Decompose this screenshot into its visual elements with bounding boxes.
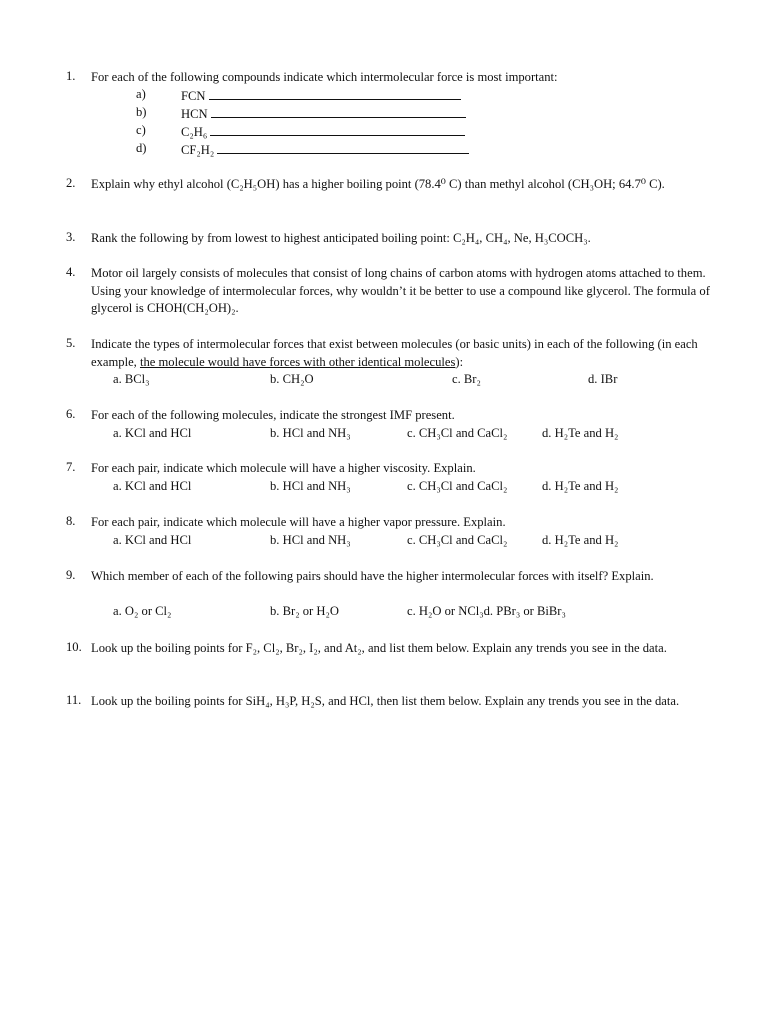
question-number: 4. — [66, 265, 76, 279]
option-c: c. CH₃Cl and CaCl₂ — [407, 479, 508, 493]
item-compound: FCN — [181, 87, 461, 104]
option-c: c. CH₃Cl and CaCl₂ — [407, 533, 508, 547]
question-number: 10. — [66, 640, 82, 654]
question-text: Which member of each of the following pairs should have the higher intermolecular forces with itself? Explain. — [91, 569, 654, 583]
question-text: Look up the boiling points for SiH₄, H₃P, H₂S, and HCl, then list them below. Explain any trends you see in the data. — [91, 694, 680, 708]
option-c: c. Br₂ — [452, 372, 481, 386]
option-d: d. H₂Te and H₂ — [542, 479, 619, 493]
option-c: c. H₂O or NCl₃d. PBr₃ or BiBr₃ — [407, 604, 566, 618]
question-number: 7. — [66, 460, 76, 474]
question-text: For each of the following compounds indicate which intermolecular force is most important: — [91, 70, 558, 84]
item-letter: c) — [136, 123, 146, 137]
option-a: a. KCl and HCl — [113, 479, 192, 493]
question-text: Explain why ethyl alcohol (C₂H₅OH) has a higher boiling point (78.4⁰ C) than methyl alcohol (CH₃OH; 64.7⁰ C). — [91, 177, 665, 191]
question-number: 11. — [66, 693, 82, 707]
option-b: b. HCl and NH₃ — [270, 479, 351, 493]
option-b: b. CH₂O — [270, 372, 314, 386]
question-text: For each pair, indicate which molecule will have a higher vapor pressure. Explain. — [91, 515, 506, 529]
option-a: a. BCl₃ — [113, 372, 150, 386]
question-text: Indicate the types of intermolecular forces that exist between molecules (or basic units) in each of the following (in each example, the molecule would have forces with other identical molecules): — [91, 337, 698, 369]
item-compound: C₂H₆ — [181, 123, 465, 140]
option-b: b. Br₂ or H₂O — [270, 604, 339, 618]
answer-blank[interactable] — [209, 87, 461, 100]
item-letter: d) — [136, 141, 147, 155]
option-b: b. HCl and NH₃ — [270, 426, 351, 440]
option-a: a. KCl and HCl — [113, 426, 192, 440]
item-letter: a) — [136, 87, 146, 101]
item-compound: HCN — [181, 105, 466, 122]
question-text: For each pair, indicate which molecule will have a higher viscosity. Explain. — [91, 461, 476, 475]
question-number: 5. — [66, 336, 76, 350]
answer-blank[interactable] — [217, 141, 469, 154]
question-text: Motor oil largely consists of molecules that consist of long chains of carbon atoms with hydrogen atoms attached to them. Using your knowledge of intermolecular forces, why wouldn’t it be better to use a compound like glycerol. The formula of glycerol is CHOH(CH₂OH)₂. — [91, 266, 710, 315]
question-number: 3. — [66, 230, 76, 244]
question-text: Rank the following by from lowest to highest anticipated boiling point: C₂H₄, CH₄, Ne, H₃COCH₃. — [91, 231, 591, 245]
item-letter: b) — [136, 105, 147, 119]
question-number: 2. — [66, 176, 76, 190]
option-d: d. H₂Te and H₂ — [542, 426, 619, 440]
question-text: For each of the following molecules, indicate the strongest IMF present. — [91, 408, 455, 422]
question-number: 9. — [66, 568, 76, 582]
option-d: d. IBr — [588, 372, 618, 386]
option-d: d. H₂Te and H₂ — [542, 533, 619, 547]
question-text: Look up the boiling points for F₂, Cl₂, Br₂, I₂, and At₂, and list them below. Explain any trends you see in the data. — [91, 641, 667, 655]
item-compound: CF₂H₂ — [181, 141, 469, 158]
question-number: 8. — [66, 514, 76, 528]
answer-blank[interactable] — [210, 123, 465, 136]
underlined-phrase: the molecule would have forces with other identical molecules — [139, 354, 456, 369]
answer-blank[interactable] — [211, 105, 466, 118]
question-number: 6. — [66, 407, 76, 421]
option-a: a. KCl and HCl — [113, 533, 192, 547]
option-a: a. O₂ or Cl₂ — [113, 604, 172, 618]
option-c: c. CH₃Cl and CaCl₂ — [407, 426, 508, 440]
question-number: 1. — [66, 69, 76, 83]
option-b: b. HCl and NH₃ — [270, 533, 351, 547]
